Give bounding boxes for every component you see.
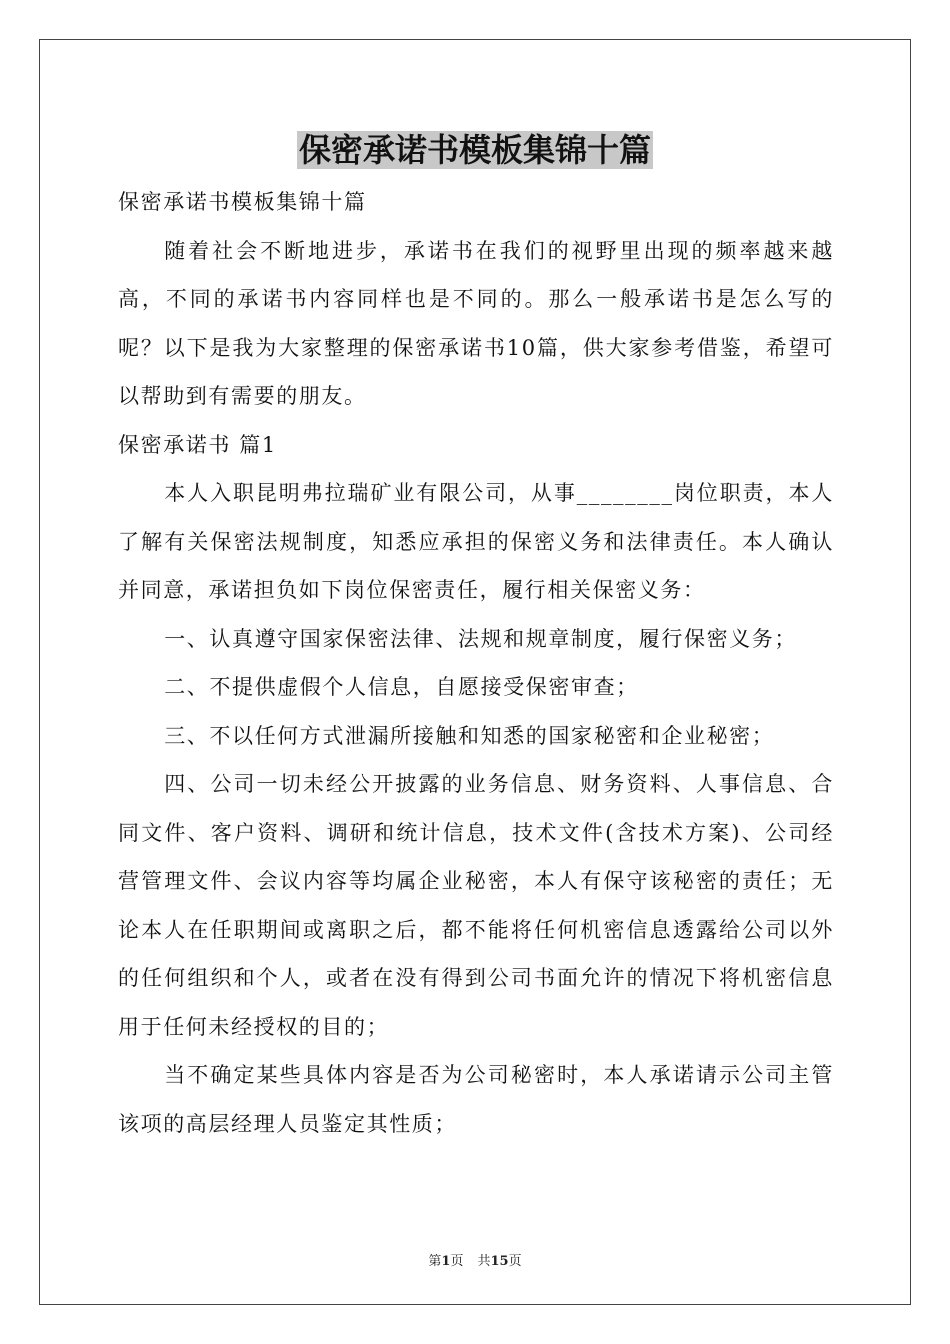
paragraph-clarification: 当不确定某些具体内容是否为公司秘密时，本人承诺请示公司主管该项的高层经理人员鉴定其性质；: [118, 1063, 834, 1136]
total-suffix: 页: [508, 1254, 522, 1269]
document-title: [0, 128, 950, 172]
page-number: 1: [441, 1254, 451, 1269]
paragraph-item-1: 一、认真遵守国家保密法律、法规和规章制度，履行保密义务；: [164, 626, 797, 651]
total-prefix: 共: [477, 1254, 491, 1269]
page-prefix: 第: [428, 1254, 442, 1269]
paragraph-item-4: 四、公司一切未经公开披露的业务信息、财务资料、人事信息、合同文件、客户资料、调研和统计信息，技术文件(含技术方案)、公司经营管理文件、会议内容等均属企业秘密，本人有保守该秘密的责任；无论本人在任职期间或离职之后，都不能将任何机密信息透露给公司以外的任何组织和个人，或者在没有得到公司书面允许的情况下将机密信息用于任何未经授权的目的；: [118, 772, 834, 1039]
section-heading: 保密承诺书 篇1: [118, 432, 277, 457]
paragraph-item-2: 二、不提供虚假个人信息，自愿接受保密审查；: [164, 675, 639, 699]
document-body: [118, 178, 834, 1148]
page-footer: [0, 1250, 950, 1269]
paragraph-subtitle: 保密承诺书模板集锦十篇: [118, 190, 367, 214]
total-pages: 15: [490, 1254, 509, 1269]
paragraph-commitment: 本人入职昆明弗拉瑞矿业有限公司，从事________岗位职责，本人了解有关保密法规制度，知悉应承担的保密义务和法律责任。本人确认并同意，承诺担负如下岗位保密责任，履行相关保密义务：: [118, 481, 834, 602]
document-title-text: 保密承诺书模板集锦十篇: [298, 131, 651, 169]
page-suffix: 页: [450, 1254, 464, 1269]
paragraph-intro: 随着社会不断地进步，承诺书在我们的视野里出现的频率越来越高，不同的承诺书内容同样也是不同的。那么一般承诺书是怎么写的呢？以下是我为大家整理的保密承诺书10篇，供大家参考借鉴，希望可以帮助到有需要的朋友。: [118, 238, 834, 408]
paragraph-item-3: 三、不以任何方式泄漏所接触和知悉的国家秘密和企业秘密；: [164, 723, 775, 748]
